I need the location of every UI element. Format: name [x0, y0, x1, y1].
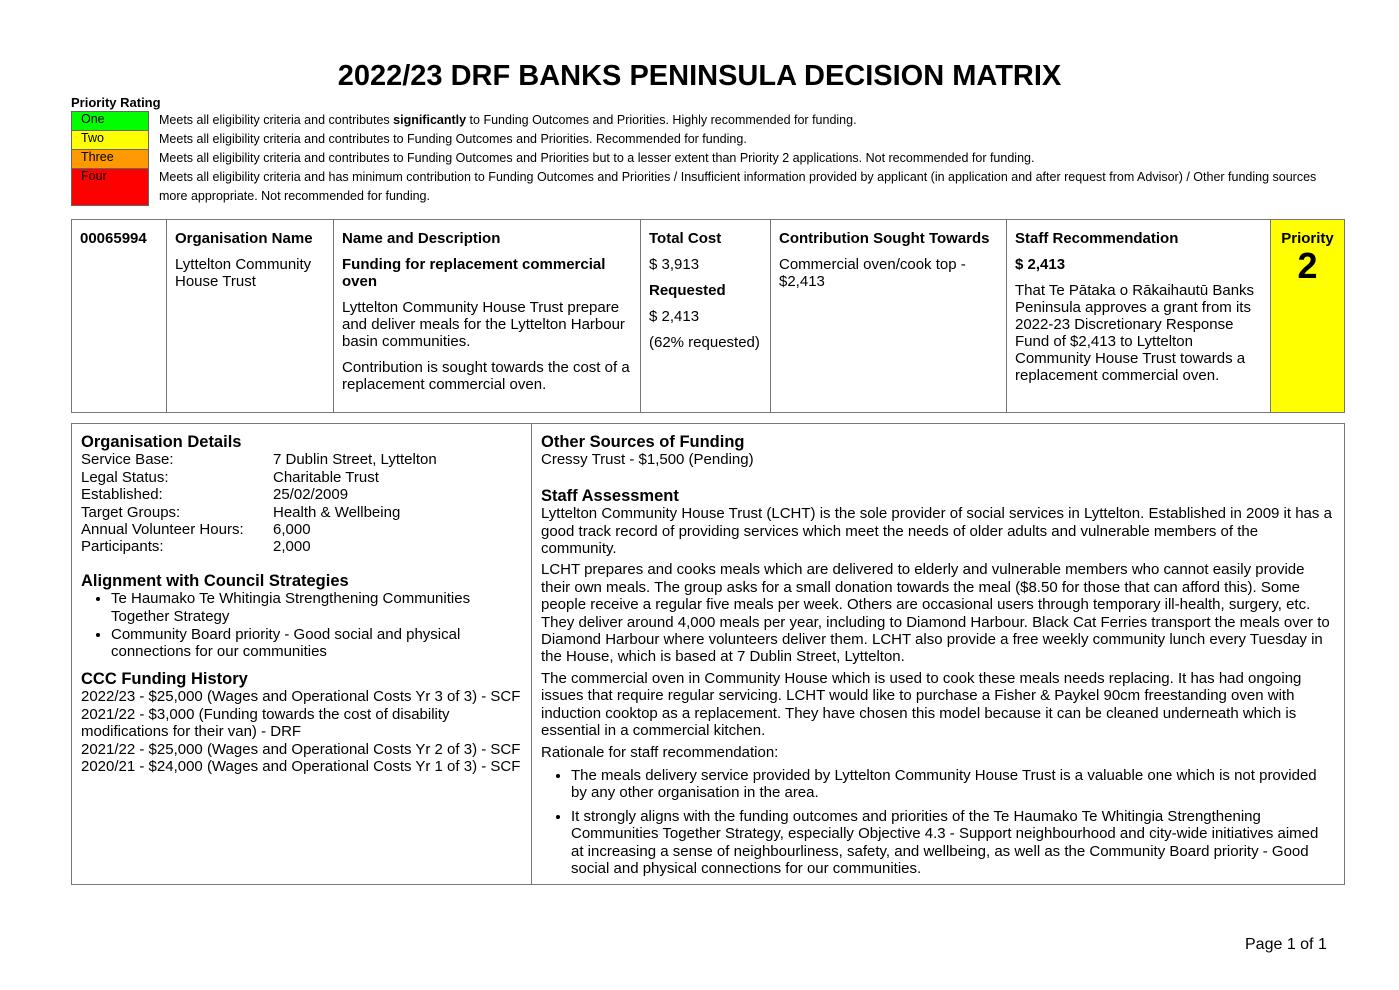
list-item: 2021/22 - $25,000 (Wages and Operational Costs Yr 2 of 3) - SCF [81, 740, 521, 758]
rationale-list [541, 767, 1335, 877]
column-header: Contribution Sought Towards [779, 230, 990, 247]
project-name: Funding for replacement commercial oven [342, 256, 606, 290]
priority-swatch: One [71, 111, 149, 130]
detail-value: 7 Dublin Street, Lyttelton [273, 451, 437, 469]
legend-description [149, 168, 1331, 206]
priority-value: 2 [1297, 245, 1318, 286]
alignment-list [81, 590, 522, 661]
organisation-details-list [81, 451, 522, 555]
application-id-cell [72, 220, 167, 413]
legend-description [149, 149, 1034, 168]
list-item: • Te Haumako Te Whitingia Strengthening Communities Together Strategy [111, 590, 522, 625]
detail-row [81, 538, 522, 555]
paragraph: LCHT prepares and cooks meals which are delivered to elderly and vulnerable members who cannot easily provide their own meals. The group asks for a small donation towards the meal ($8.50 for those that can afford this). Some people receive a regular five meals per week. Others are occasional users through temporary ill-health, surgery, etc. They deliver around 4,000 meals per year, including to Diamond Harbour. Black Cat Ferries transport the meals over to Diamond Harbour where volunteers deliver them. LCHT also provide a free weekly community lunch every Tuesday in the House, which is based at 7 Dublin Street, Lyttelton. [541, 561, 1330, 666]
other-sources-text: Cressy Trust - $1,500 (Pending) [541, 451, 754, 469]
detail-row [81, 469, 522, 486]
legend-text: Meets all eligibility criteria and has minimum contribution to Funding Outcomes and Priorities / Insufficient information provided by applicant (in application and after request from Advisor) / Other funding sources more appropriate. Not recommended for funding. [159, 170, 1317, 203]
recommended-amount: $ 2,413 [1015, 256, 1066, 273]
application-id: 00065994 [80, 230, 147, 247]
recommendation-cell [1007, 220, 1271, 413]
organisation-name: Lyttelton Community House Trust [175, 256, 312, 290]
assessment-text [541, 505, 1335, 761]
description-text: Contribution is sought towards the cost of a replacement commercial oven. [342, 359, 630, 393]
priority-legend [71, 111, 1331, 206]
requested-percent: (62% requested) [649, 334, 760, 351]
detail-label: Legal Status: [81, 468, 169, 486]
column-header: Name and Description [342, 230, 501, 247]
legend-text: to Funding Outcomes and Priorities. Highly recommended for funding. [466, 113, 857, 127]
organisation-details-column [72, 424, 532, 884]
legend-text: Meets all eligibility criteria and contributes to Funding Outcomes and Priorities. Recommended for funding. [159, 132, 747, 146]
legend-row [71, 111, 1331, 130]
section-heading: CCC Funding History [81, 669, 248, 688]
detail-label: Target Groups: [81, 503, 181, 521]
column-header: Organisation Name [175, 230, 313, 247]
detail-value: 2,000 [273, 538, 311, 556]
detail-row [81, 504, 522, 521]
section-heading: Organisation Details [81, 433, 242, 451]
legend-row [71, 168, 1331, 206]
cost-cell [641, 220, 771, 413]
recommendation-text: That Te Pātaka o Rākaihautū Banks Peninsula approves a grant from its 2022-23 Discretionary Response Fund of $2,413 to Lyttelton Community House Trust towards a replacement commercial oven. [1015, 282, 1255, 384]
legend-row [71, 149, 1331, 168]
section-heading: Staff Assessment [541, 486, 679, 505]
column-header: Total Cost [649, 230, 722, 247]
detail-value: 25/02/2009 [273, 486, 349, 504]
description-cell [334, 220, 641, 413]
detail-value: 6,000 [273, 521, 311, 539]
column-header: Staff Recommendation [1015, 230, 1179, 247]
page-title: 2022/23 DRF BANKS PENINSULA DECISION MATRIX [337, 60, 1062, 92]
funding-history-list [81, 688, 522, 775]
list-item: • The meals delivery service provided by Lyttelton Community House Trust is a valuable one which is not provided by any other organisation in the area. [571, 767, 1335, 802]
list-item: 2021/22 - $3,000 (Funding towards the cost of disability modifications for their van) - DRF [81, 705, 450, 741]
priority-swatch: Three [71, 149, 149, 168]
contribution-text: Commercial oven/cook top - $2,413 [779, 256, 966, 290]
priority-swatch: Two [71, 130, 149, 149]
column-header: Priority [1281, 230, 1334, 247]
paragraph: Rationale for staff recommendation: [541, 743, 779, 761]
description-text: Lyttelton Community House Trust prepare and deliver meals for the Lyttelton Harbour basin communities. [342, 299, 625, 350]
legend-emphasis: significantly [393, 113, 467, 127]
list-item: • It strongly aligns with the funding outcomes and priorities of the Te Haumako Te Whitingia Strengthening Communities Together Strategy, especially Objective 4.3 - Support neighbourhood and city-wide initiatives aimed at increasing a sense of neighbourliness, safety, and wellbeing, as well as the Community Board priority - Good social and physical connections for our communities. [571, 808, 1335, 878]
section-heading: Other Sources of Funding [541, 433, 745, 451]
legend-row [71, 130, 1331, 149]
detail-label: Participants: [81, 538, 164, 556]
requested-amount: $ 2,413 [649, 308, 700, 325]
detail-row [81, 521, 522, 538]
total-cost: $ 3,913 [649, 256, 700, 273]
page-number: Page 1 of 1 [1245, 936, 1327, 953]
priority-swatch: Four [71, 168, 149, 206]
legend-heading: Priority Rating [71, 95, 161, 110]
contribution-cell [771, 220, 1007, 413]
organisation-cell [167, 220, 334, 413]
legend-text: Meets all eligibility criteria and contributes [159, 113, 394, 127]
decision-matrix-table [71, 219, 1345, 413]
detail-label: Annual Volunteer Hours: [81, 521, 244, 539]
list-item: 2022/23 - $25,000 (Wages and Operational Costs Yr 3 of 3) - SCF [81, 688, 521, 706]
assessment-column [532, 424, 1344, 884]
detail-row [81, 451, 522, 468]
detail-label: Service Base: [81, 451, 174, 469]
detail-value: Charitable Trust [273, 468, 379, 486]
details-panel [71, 423, 1345, 885]
section-heading: Alignment with Council Strategies [81, 571, 349, 590]
detail-label: Established: [81, 486, 163, 504]
list-item: • Community Board priority - Good social and physical connections for our communities [111, 626, 522, 661]
legend-text: Meets all eligibility criteria and contributes to Funding Outcomes and Priorities but to a lesser extent than Priority 2 applications. Not recommended for funding. [159, 151, 1035, 165]
legend-description [149, 111, 857, 130]
table-row [72, 220, 1345, 413]
requested-label: Requested [649, 282, 726, 299]
paragraph: Lyttelton Community House Trust (LCHT) is the sole provider of social services in Lyttelton. Established in 2009 it has a good track record of providing services which meet the needs of older adults and vulnerable members of the community. [541, 505, 1332, 558]
paragraph: The commercial oven in Community House which is used to cook these meals needs replacing. It has had ongoing issues that require regular servicing. LCHT would like to purchase a Fisher & Paykel 90cm freestanding oven with induction cooktop as a replacement. They have chosen this model because it can be cleaned underneath which is essential in a commercial kitchen. [541, 669, 1302, 740]
legend-description [149, 130, 747, 149]
list-item: 2020/21 - $24,000 (Wages and Operational Costs Yr 1 of 3) - SCF [81, 757, 521, 775]
detail-row [81, 486, 522, 503]
detail-value: Health & Wellbeing [273, 503, 401, 521]
priority-cell [1271, 220, 1345, 413]
